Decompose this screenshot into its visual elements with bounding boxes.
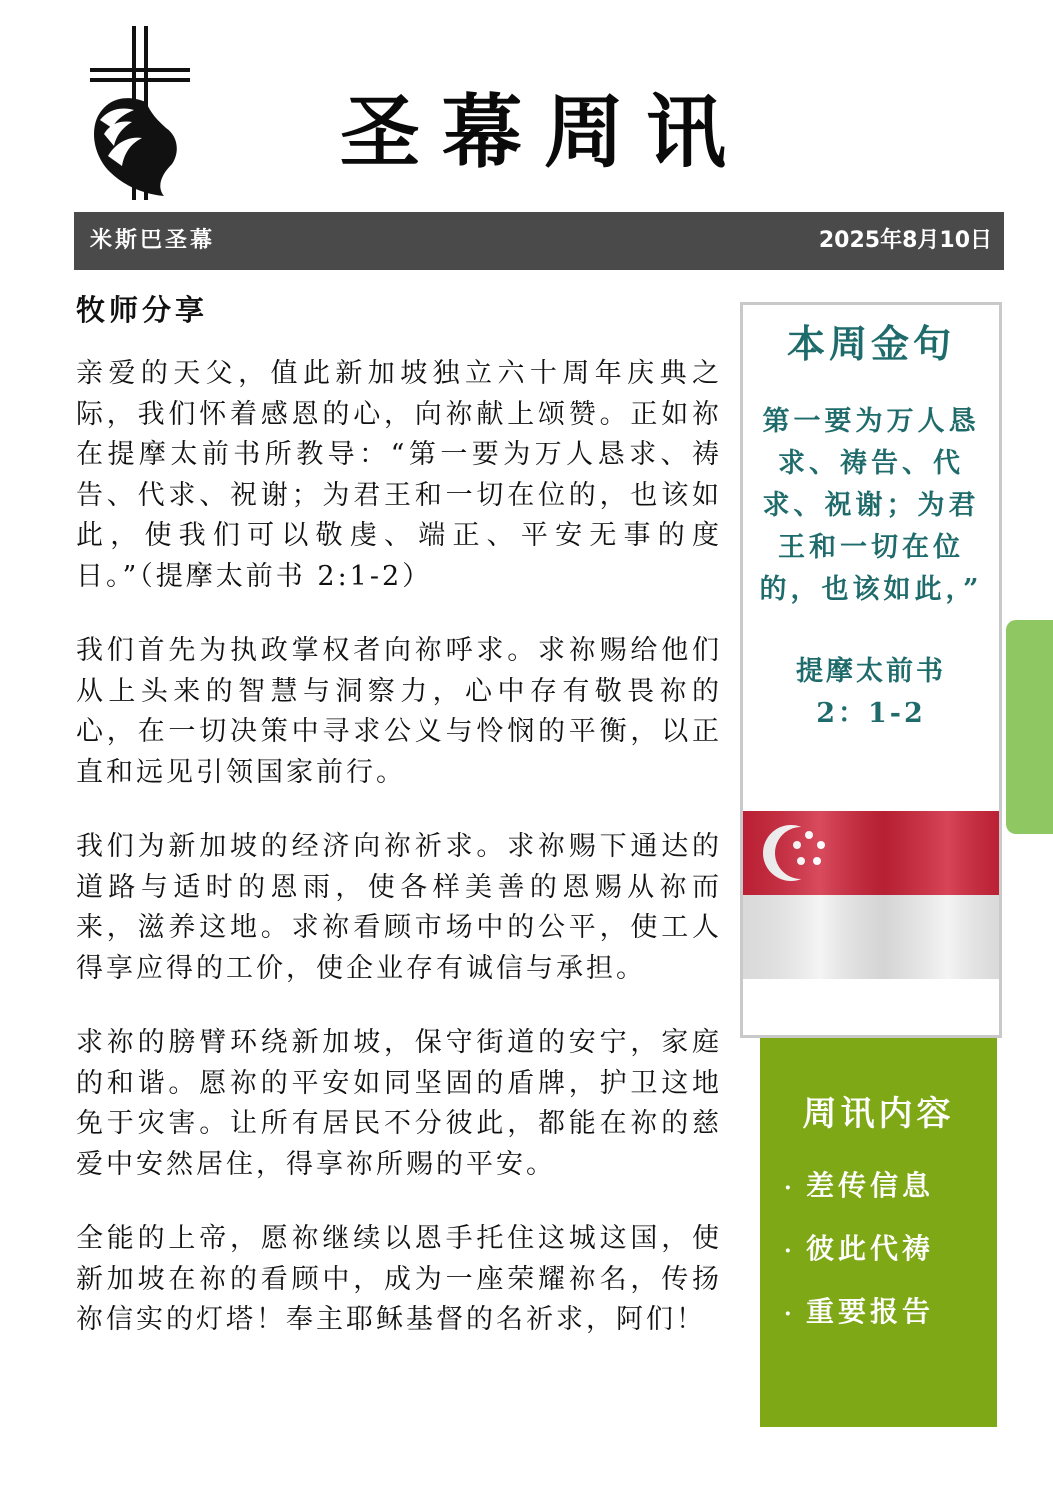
list-item: · 差传信息	[784, 1154, 934, 1217]
bullet-icon: ·	[784, 1238, 796, 1264]
verse-ref-book: 提摩太前书	[796, 656, 946, 687]
header-band	[74, 212, 1004, 270]
contents-list	[784, 1154, 934, 1343]
verse-reference	[743, 651, 999, 735]
contents-title: 周讯内容	[802, 1094, 955, 1134]
verse-ref-chapter: 2：1-2	[816, 698, 926, 729]
paragraph: 亲爱的天父，值此新加坡独立六十周年庆典之际，我们怀着感恩的心，向祢献上颂赞。正如祢在提摩太前书所教导：“第一要为万人恳求、祷告、代求、祝谢；为君王和一切在位的，也该如此，使我们可以敬虔、端正、平安无事的度日。”（提摩太前书 2:1-2）	[76, 358, 722, 592]
paragraph: 全能的上帝，愿祢继续以恩手托住这城这国，使新加坡在祢的看顾中，成为一座荣耀祢名，传扬祢信实的灯塔！奉主耶稣基督的名祈求，阿们！	[76, 1223, 722, 1335]
issue-date: 2025年8月10日	[818, 228, 992, 253]
newsletter-title: 圣幕周讯	[340, 85, 748, 179]
contents-panel	[760, 1038, 997, 1427]
paragraph: 我们首先为执政掌权者向祢呼求。求祢赐给他们从上头来的智慧与洞察力，心中存有敬畏祢的心，在一切决策中寻求公义与怜悯的平衡，以正直和远见引领国家前行。	[76, 635, 722, 788]
bullet-icon: ·	[784, 1301, 796, 1327]
weekly-verse-box	[740, 302, 1002, 1038]
verse-title: 本周金句	[786, 321, 955, 366]
side-tab	[1006, 620, 1053, 834]
church-name: 米斯巴圣幕	[90, 228, 216, 253]
cross-flame-logo-icon	[86, 24, 192, 202]
paragraph: 我们为新加坡的经济向祢祈求。求祢赐下通达的道路与适时的恩雨，使各样美善的恩赐从祢而来，滋养这地。求祢看顾市场中的公平，使工人得享应得的工价，使企业存有诚信与承担。	[76, 831, 722, 984]
section-title: 牧师分享	[76, 293, 209, 327]
list-item: · 重要报告	[784, 1280, 934, 1343]
list-item: · 彼此代祷	[784, 1217, 934, 1280]
bullet-icon: ·	[784, 1175, 796, 1201]
paragraph: 求祢的膀臂环绕新加坡，保守街道的安宁，家庭的和谐。愿祢的平安如同坚固的盾牌，护卫这地免于灾害。让所有居民不分彼此，都能在祢的慈爱中安然居住，得享祢所赐的平安。	[76, 1027, 722, 1180]
pastor-message	[76, 354, 722, 1375]
singapore-flag-icon	[743, 811, 999, 979]
verse-text: 第一要为万人恳求、祷告、代求、祝谢；为君王和一切在位的，也该如此，”	[759, 406, 983, 605]
